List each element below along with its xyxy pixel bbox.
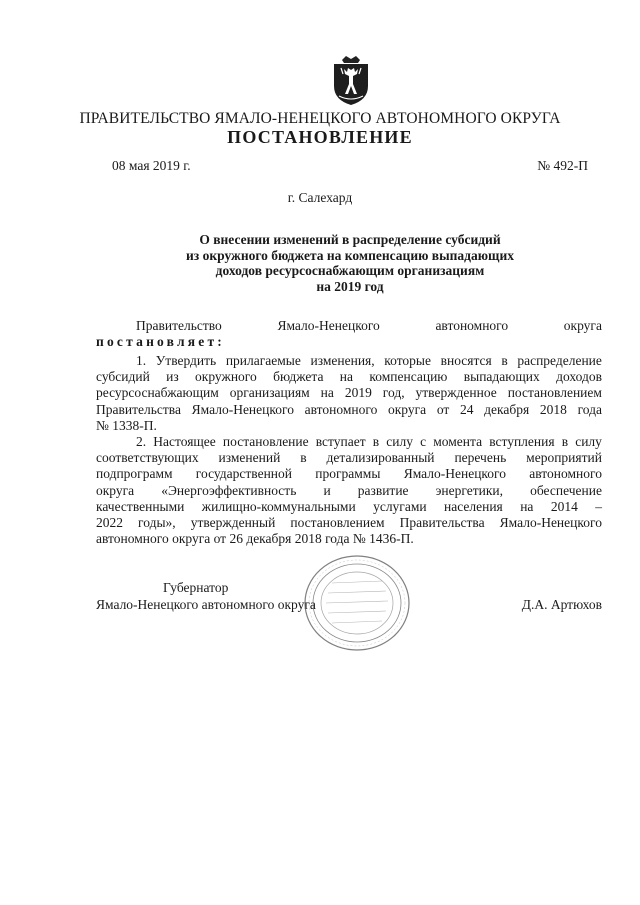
paragraph-line [96,418,602,434]
paragraph-word: Правительства [96,401,181,417]
paragraph-word: момента [433,434,483,449]
paragraph-line [96,353,602,369]
paragraph-word: округа [96,482,135,498]
paragraph-word: округа [388,401,427,417]
paragraph-word: автономного [304,401,378,417]
preamble-word: Ямало-Ненецкого [277,318,380,333]
paragraph-word: декабря [484,401,530,417]
paragraph-word: в [501,353,508,368]
paragraph-word: организациям [229,385,310,401]
paragraph-line [96,450,602,466]
paragraph-word: доходов [556,369,602,385]
paragraph-line [96,483,602,499]
paragraph-line [96,515,602,531]
paragraph-word: вступает [315,434,366,449]
paragraph-word: «Энергоэффективность [161,482,297,498]
yamal-coat-of-arms-icon [330,54,372,106]
paragraph-word: – [595,498,602,514]
paragraph-word: Ямало-Ненецкого [403,466,506,482]
paragraph-line [96,434,602,450]
resolves-word: постановляет: [96,334,225,349]
paragraph-word: года [577,401,602,417]
paragraph-word: на [520,498,534,514]
paragraph-word: 2014 [550,498,578,514]
paragraph-word: обеспечение [530,482,602,498]
paragraph-word: 24 [460,401,474,417]
paragraph-word: мероприятий [526,450,602,466]
paragraph-line [96,385,602,401]
paragraph-word: в [300,450,307,466]
paragraph-word: 1. [136,353,147,368]
paragraph-line [96,499,602,515]
paragraph-word: Правительства [399,515,485,531]
paragraph-word: Настоящее [153,434,216,449]
paragraph-word: изменения, [310,353,375,368]
subject-line: О внесении изменений в распределение субсидий [199,232,501,247]
official-round-seal-icon [302,553,412,653]
paragraph-line [96,531,602,547]
document-city: г. Салехард [287,190,353,205]
paragraph-word: от [436,401,450,417]
paragraph-word: изменений [218,450,281,466]
paragraph-word: программы [315,466,381,482]
paragraph-word: автономного округа от 26 декабря 2018 года № 1436-П. [96,531,414,547]
paragraph-word: качественными [96,498,185,514]
paragraph-word: из [166,369,179,385]
paragraph-word: населения [444,498,503,514]
paragraph-word: 2018 [539,401,567,417]
paragraph-word: и [323,482,331,498]
paragraph-word: автономного [529,466,602,482]
paragraph-word: утвержденный [190,515,276,531]
paragraph-word: компенсацию [369,369,448,385]
paragraph-word: субсидий [96,369,150,385]
paragraph-word: в [372,434,380,449]
paragraph-word: на [320,385,334,401]
signatory-name: Д.А. Артюхов [521,597,602,612]
paragraph-word: жилищно-коммунальными [201,498,356,514]
paragraph-word: постановление [222,434,309,449]
paragraph-line [96,369,602,385]
paragraph-word: 2. [136,434,147,449]
paragraph-word: бюджета [273,369,324,385]
paragraph-word: год, [382,385,405,401]
paragraph-word: № 1338-П. [96,417,157,433]
preamble-word: округа [563,318,602,333]
paragraph-word: Ямало-Ненецкого [499,515,602,531]
document-subject [150,232,550,294]
signatory-title: Губернатор [163,580,229,595]
paragraph-word: ресурсоснабжающим [96,385,219,401]
paragraph-1 [96,353,602,434]
paragraph-word: 2019 [344,385,372,401]
paragraph-word: силу [386,434,413,449]
preamble-word: Правительство [136,318,222,333]
paragraph-word: соответствующих [96,450,199,466]
paragraph-word: годы», [138,515,176,531]
subject-line: из окружного бюджета на компенсацию выпадающих [186,247,514,263]
paragraph-word: перечень [454,450,507,466]
paragraph-word: постановлением [290,515,385,531]
paragraph-word: развитие [357,482,409,498]
paragraph-word: утвержденное [415,385,497,401]
paragraph-2 [96,434,602,547]
paragraph-word: которые [384,353,431,368]
paragraph-word: Ямало-Ненецкого [191,401,294,417]
subject-line: доходов ресурсоснабжающим организациям [215,263,485,278]
paragraph-word: вступления [489,434,555,449]
document-number: № 492-П [537,158,588,173]
document-date: 08 мая 2019 г. [112,158,191,173]
paragraph-word: 2022 [96,515,123,531]
paragraph-word: энергетики, [435,482,504,498]
signatory-region: Ямало-Ненецкого автономного округа [96,597,316,612]
subject-line: на 2019 год [316,278,384,294]
paragraph-word: вносятся [440,353,492,368]
paragraph-word: постановлением [507,385,602,401]
paragraph-word: детализированный [326,450,435,466]
paragraph-word: прилагаемые [225,353,301,368]
organization-name: ПРАВИТЕЛЬСТВО ЯМАЛО-НЕНЕЦКОГО АВТОНОМНОГО ОКРУГА [79,110,561,127]
paragraph-word: выпадающих [463,369,540,385]
paragraph-word: силу [575,434,602,449]
paragraph-word: на [339,369,354,385]
preamble-line [96,318,602,334]
paragraph-word: подпрограмм [96,466,173,482]
paragraph-word: Утвердить [155,353,217,368]
preamble-word: автономного [435,318,509,333]
paragraph-word: государственной [195,466,293,482]
paragraph-word: окружного [195,369,257,385]
paragraph-word: распределение [517,353,602,368]
document-type: ПОСТАНОВЛЕНИЕ [227,127,413,147]
paragraph-line [96,466,602,482]
paragraph-line [96,402,602,418]
paragraph-word: услугами [373,498,427,514]
paragraph-word: с [420,434,427,449]
paragraph-word: в [561,434,569,449]
